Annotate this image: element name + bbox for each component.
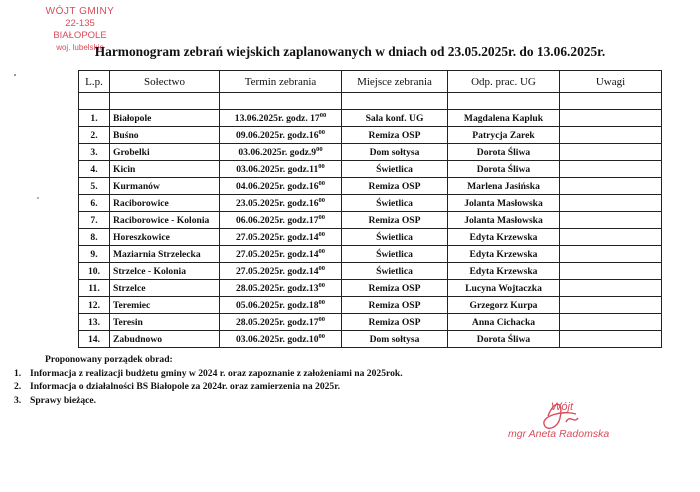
cell-odp: Edyta Krzewska bbox=[448, 246, 560, 263]
cell-termin bbox=[220, 161, 342, 178]
document-title: Harmonogram zebrań wiejskich zaplanowanych w dniach od 23.05.2025r. do 13.06.2025r. bbox=[94, 44, 606, 59]
termin-minutes: 00 bbox=[318, 315, 326, 323]
cell-termin bbox=[220, 144, 342, 161]
cell-uwagi bbox=[560, 331, 662, 348]
table-row bbox=[79, 246, 662, 263]
signature-block bbox=[498, 398, 648, 453]
agenda-item-number: 2. bbox=[14, 381, 22, 392]
stamp-line-3: woj. lubelskie bbox=[56, 43, 104, 52]
table-row bbox=[79, 161, 662, 178]
table-row bbox=[79, 195, 662, 212]
cell-solectwo: Strzelce bbox=[110, 280, 220, 297]
cell-lp: 12. bbox=[79, 297, 110, 314]
cell-odp: Edyta Krzewska bbox=[448, 263, 560, 280]
cell-uwagi bbox=[560, 195, 662, 212]
cell-uwagi bbox=[560, 280, 662, 297]
cell-uwagi bbox=[560, 297, 662, 314]
header-uwagi: Uwagi bbox=[560, 71, 662, 93]
termin-minutes: 00 bbox=[318, 213, 326, 221]
table-row bbox=[79, 297, 662, 314]
cell-solectwo: Raciborowice - Kolonia bbox=[110, 212, 220, 229]
scan-speck bbox=[14, 74, 16, 76]
cell-solectwo: Teremiec bbox=[110, 297, 220, 314]
spacer-row bbox=[79, 93, 662, 110]
termin-minutes: 00 bbox=[318, 281, 326, 289]
cell-lp: 9. bbox=[79, 246, 110, 263]
cell-solectwo: Teresin bbox=[110, 314, 220, 331]
table-row bbox=[79, 280, 662, 297]
termin-minutes: 00 bbox=[318, 332, 326, 340]
meetings-schedule-table bbox=[78, 70, 662, 348]
table-row bbox=[79, 212, 662, 229]
termin-minutes: 00 bbox=[318, 179, 326, 187]
cell-solectwo: Maziarnia Strzelecka bbox=[110, 246, 220, 263]
agenda bbox=[14, 353, 403, 407]
cell-odp: Dorota Śliwa bbox=[448, 161, 560, 178]
signature-name: mgr Aneta Radomska bbox=[508, 428, 610, 440]
cell-solectwo: Kicin bbox=[110, 161, 220, 178]
termin-text: 04.06.2025r. godz.16 bbox=[235, 180, 319, 192]
cell-miejsce: Świetlica bbox=[342, 229, 448, 246]
cell-odp: Jolanta Masłowska bbox=[448, 212, 560, 229]
cell-lp: 2. bbox=[79, 127, 110, 144]
cell-odp: Grzegorz Kurpa bbox=[448, 297, 560, 314]
table-row bbox=[79, 127, 662, 144]
cell-termin bbox=[220, 195, 342, 212]
cell-uwagi bbox=[560, 127, 662, 144]
agenda-item bbox=[14, 394, 403, 408]
termin-text: 09.06.2025r. godz.16 bbox=[235, 129, 319, 141]
cell-miejsce: Dom sołtysa bbox=[342, 144, 448, 161]
cell-uwagi bbox=[560, 161, 662, 178]
cell-lp: 4. bbox=[79, 161, 110, 178]
cell-odp: Jolanta Masłowska bbox=[448, 195, 560, 212]
cell-termin bbox=[220, 229, 342, 246]
termin-minutes: 00 bbox=[318, 162, 325, 170]
cell-miejsce: Świetlica bbox=[342, 263, 448, 280]
cell-uwagi bbox=[560, 314, 662, 331]
cell-odp: Edyta Krzewska bbox=[448, 229, 560, 246]
agenda-heading: Proponowany porządek obrad: bbox=[45, 354, 173, 365]
header-miejsce: Miejsce zebrania bbox=[342, 71, 448, 93]
cell-uwagi bbox=[560, 110, 662, 127]
cell-odp: Dorota Śliwa bbox=[448, 144, 560, 161]
cell-miejsce: Remiza OSP bbox=[342, 297, 448, 314]
termin-text: 13.06.2025r. godz. 17 bbox=[234, 112, 320, 124]
termin-text: 27.05.2025r. godz.14 bbox=[235, 265, 319, 277]
cell-lp: 10. bbox=[79, 263, 110, 280]
table-row bbox=[79, 263, 662, 280]
cell-solectwo: Kurmanów bbox=[110, 178, 220, 195]
cell-odp: Dorota Śliwa bbox=[448, 331, 560, 348]
cell-termin bbox=[220, 297, 342, 314]
cell-miejsce: Świetlica bbox=[342, 161, 448, 178]
termin-minutes: 00 bbox=[319, 111, 327, 119]
header-solectwo: Sołectwo bbox=[110, 71, 220, 93]
stamp-line-1: WÓJT GMINY bbox=[45, 6, 115, 17]
cell-odp: Magdalena Kapluk bbox=[448, 110, 560, 127]
cell-solectwo: Raciborowice bbox=[110, 195, 220, 212]
cell-uwagi bbox=[560, 263, 662, 280]
signature-role: Wójt bbox=[551, 401, 573, 413]
cell-miejsce: Remiza OSP bbox=[342, 280, 448, 297]
agenda-item-text: Informacja o działalności BS Białopole za 2024r. oraz zamierzenia na 2025r. bbox=[30, 381, 340, 392]
table-row bbox=[79, 178, 662, 195]
termin-text: 03.06.2025r. godz.10 bbox=[235, 333, 319, 345]
cell-lp: 3. bbox=[79, 144, 110, 161]
cell-solectwo: Białopole bbox=[110, 110, 220, 127]
cell-odp: Lucyna Wojtaczka bbox=[448, 280, 560, 297]
cell-odp: Patrycja Zarek bbox=[448, 127, 560, 144]
cell-lp: 6. bbox=[79, 195, 110, 212]
agenda-item-number: 1. bbox=[14, 367, 22, 379]
cell-uwagi bbox=[560, 178, 662, 195]
cell-miejsce: Świetlica bbox=[342, 246, 448, 263]
termin-text: 06.06.2025r. godz.17 bbox=[235, 214, 319, 226]
header-odp: Odp. prac. UG bbox=[448, 71, 560, 93]
table-row bbox=[79, 229, 662, 246]
agenda-item-text: Informacja z realizacji budżetu gminy w 2024 r. oraz zapoznanie z założeniami na 2025rok. bbox=[30, 367, 403, 379]
agenda-list bbox=[14, 367, 403, 408]
cell-miejsce: Remiza OSP bbox=[342, 314, 448, 331]
termin-text: 03.06.2025r. godz.9 bbox=[238, 146, 317, 158]
cell-uwagi bbox=[560, 229, 662, 246]
agenda-item-number: 3. bbox=[14, 394, 22, 406]
cell-termin bbox=[220, 178, 342, 195]
cell-termin bbox=[220, 314, 342, 331]
cell-termin bbox=[220, 280, 342, 297]
agenda-item bbox=[14, 367, 403, 381]
cell-miejsce: Remiza OSP bbox=[342, 212, 448, 229]
termin-text: 27.05.2025r. godz.14 bbox=[235, 248, 319, 260]
termin-minutes: 00 bbox=[318, 128, 326, 136]
cell-termin bbox=[220, 246, 342, 263]
header-termin: Termin zebrania bbox=[220, 71, 342, 93]
cell-miejsce: Sala konf. UG bbox=[342, 110, 448, 127]
cell-solectwo: Horeszkowice bbox=[110, 229, 220, 246]
cell-termin bbox=[220, 127, 342, 144]
termin-text: 05.06.2025r. godz.18 bbox=[235, 299, 319, 311]
cell-miejsce: Remiza OSP bbox=[342, 178, 448, 195]
table-row bbox=[79, 110, 662, 127]
cell-termin bbox=[220, 263, 342, 280]
cell-miejsce: Dom sołtysa bbox=[342, 331, 448, 348]
cell-solectwo: Buśno bbox=[110, 127, 220, 144]
termin-minutes: 00 bbox=[318, 264, 326, 272]
termin-minutes: 00 bbox=[318, 196, 326, 204]
cell-miejsce: Remiza OSP bbox=[342, 127, 448, 144]
scan-speck bbox=[37, 197, 39, 199]
cell-miejsce: Świetlica bbox=[342, 195, 448, 212]
agenda-item bbox=[14, 380, 403, 394]
cell-termin bbox=[220, 212, 342, 229]
cell-lp: 13. bbox=[79, 314, 110, 331]
termin-text: 28.05.2025r. godz.13 bbox=[235, 282, 319, 294]
termin-minutes: 00 bbox=[316, 145, 323, 153]
cell-lp: 14. bbox=[79, 331, 110, 348]
termin-text: 23.05.2025r. godz.16 bbox=[235, 197, 319, 209]
cell-lp: 1. bbox=[79, 110, 110, 127]
table-header-row bbox=[79, 71, 662, 93]
table-row bbox=[79, 314, 662, 331]
cell-termin bbox=[220, 331, 342, 348]
cell-lp: 11. bbox=[79, 280, 110, 297]
termin-text: 03.06.2025r. godz.11 bbox=[236, 163, 319, 175]
table-row bbox=[79, 331, 662, 348]
cell-uwagi bbox=[560, 144, 662, 161]
termin-minutes: 00 bbox=[318, 298, 326, 306]
cell-odp: Marlena Jasińska bbox=[448, 178, 560, 195]
cell-lp: 8. bbox=[79, 229, 110, 246]
termin-minutes: 00 bbox=[318, 230, 326, 238]
termin-text: 28.05.2025r. godz.17 bbox=[235, 316, 319, 328]
header-lp: L.p. bbox=[79, 71, 110, 93]
cell-solectwo: Grobelki bbox=[110, 144, 220, 161]
cell-solectwo: Zabudnowo bbox=[110, 331, 220, 348]
cell-odp: Anna Cichacka bbox=[448, 314, 560, 331]
stamp-line-2: 22-135 BIAŁOPOLE bbox=[53, 18, 107, 41]
table-row bbox=[79, 144, 662, 161]
cell-lp: 5. bbox=[79, 178, 110, 195]
cell-lp: 7. bbox=[79, 212, 110, 229]
cell-uwagi bbox=[560, 246, 662, 263]
agenda-item-text: Sprawy bieżące. bbox=[30, 394, 97, 406]
cell-uwagi bbox=[560, 212, 662, 229]
cell-termin bbox=[220, 110, 342, 127]
cell-solectwo: Strzelce - Kolonia bbox=[110, 263, 220, 280]
termin-text: 27.05.2025r. godz.14 bbox=[235, 231, 319, 243]
termin-minutes: 00 bbox=[318, 247, 326, 255]
